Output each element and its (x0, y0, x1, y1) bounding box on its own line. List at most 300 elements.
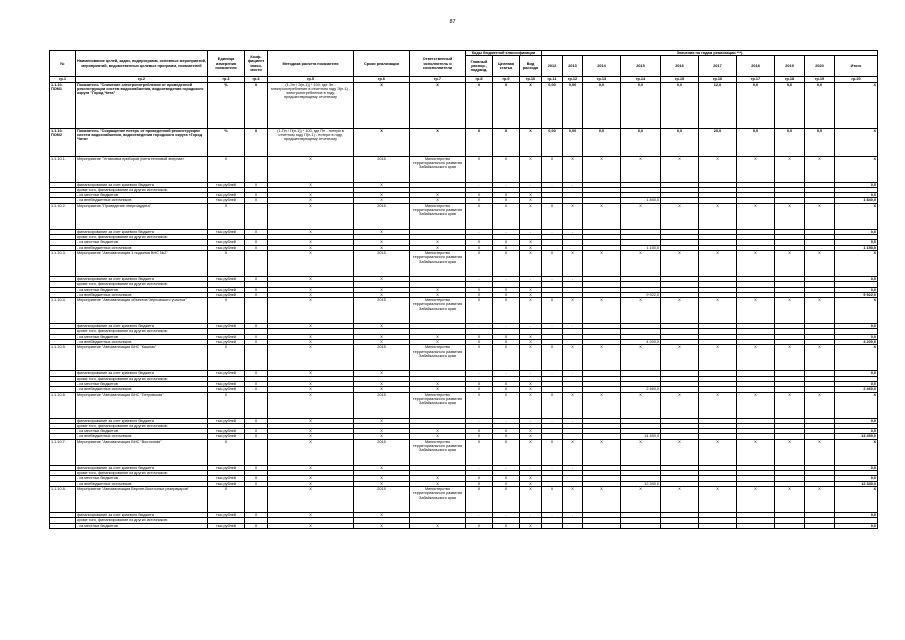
table-cell (245, 439, 268, 465)
row-name-cell: финансирование за счет краевого бюджета (76, 324, 208, 329)
table-cell: Х (410, 481, 466, 486)
table-cell: Х (493, 486, 520, 512)
table-cell: Х (410, 334, 466, 339)
table-cell: Х (354, 429, 410, 434)
table-cell: Х (737, 203, 775, 229)
header-unit: Единица измерения показателя (208, 51, 245, 77)
table-cell: Х (520, 292, 542, 297)
table-cell: 2 460,0 (621, 387, 661, 392)
row-name-cell: Показатель "Сокращение потерь от проведенной реконструкции систем водоснабжения, водоотведения городского округа «Город Чита» (76, 128, 208, 156)
table-cell: Х (520, 523, 542, 528)
table-cell: Х (542, 298, 563, 324)
row-name-cell: кроме того, финансирование из других источников: (76, 235, 208, 240)
table-cell: Х (354, 292, 410, 297)
table-cell: Х (268, 334, 354, 339)
row-name-cell: - из местных бюджетов (76, 523, 208, 528)
table-cell: Х (775, 250, 805, 276)
table-cell: Х (268, 287, 354, 292)
table-cell: Х (699, 486, 737, 512)
table-cell: Х (520, 334, 542, 339)
table-cell: - (542, 324, 563, 329)
table-cell: Х (661, 392, 699, 418)
table-cell: - (493, 418, 520, 423)
table-cell: Х (493, 387, 520, 392)
table-cell: Х (245, 381, 268, 386)
header-kbk-target: Целевая статья (493, 56, 520, 77)
table-cell: Х (208, 250, 245, 276)
table-cell: Х (268, 250, 354, 276)
column-number: гр.8 (466, 77, 493, 82)
table-cell: Х (493, 193, 520, 198)
table-cell: - (520, 512, 542, 517)
table-cell: Х (737, 156, 775, 182)
table-cell: Х (410, 429, 466, 434)
table-cell: 2015 (354, 345, 410, 371)
total-cell: 0,0 (835, 182, 878, 187)
table-cell: Х (493, 429, 520, 434)
table-cell: Х (493, 156, 520, 182)
column-number: гр.15 (661, 77, 699, 82)
row-number-cell: 1.1.10.1. (50, 156, 76, 182)
row-name-cell: Показатель "Снижение электропотребления от проведенной реконструкции систем водоснабжения, водоотведения городского округа "Город Чита" (76, 82, 208, 128)
table-cell: - (563, 371, 583, 376)
table-cell: Х (775, 439, 805, 465)
table-cell: Х (805, 345, 835, 371)
table-cell: Х (268, 324, 354, 329)
table-cell: тыс.рублей (208, 193, 245, 198)
total-cell: 0,0 (835, 193, 878, 198)
table-cell: - (466, 324, 493, 329)
table-cell: тыс.рублей (208, 334, 245, 339)
table-cell: Х (245, 193, 268, 198)
table-cell: Х (410, 287, 466, 292)
table-cell: Х (354, 381, 410, 386)
page-number: 87 (449, 19, 456, 25)
table-cell: Х (520, 128, 542, 156)
table-cell: Х (466, 198, 493, 203)
table-cell: Х (268, 465, 354, 470)
table-cell: тыс.рублей (208, 381, 245, 386)
table-cell: Х (805, 156, 835, 182)
table-cell: Х (208, 345, 245, 371)
column-number: гр.16 (699, 77, 737, 82)
table-cell: тыс.рублей (208, 292, 245, 297)
table-cell: - (520, 229, 542, 234)
header-year: 2016 (661, 56, 699, 77)
table-cell: Х (354, 198, 410, 203)
table-cell: Х (583, 156, 621, 182)
table-cell: 0,0 (737, 82, 775, 128)
table-cell: Х (661, 156, 699, 182)
table-cell: Х (245, 387, 268, 392)
table-cell: Х (775, 486, 805, 512)
table-cell: 0,0 (583, 82, 621, 128)
table-cell: Х (699, 298, 737, 324)
total-cell: 0,0 (835, 276, 878, 281)
table-cell: Х (268, 340, 354, 345)
table-cell: Х (466, 298, 493, 324)
table-cell: Х (542, 392, 563, 418)
table-cell: Х (245, 229, 268, 234)
table-header (50, 51, 878, 83)
table-cell: - (542, 465, 563, 470)
total-cell: 0,0 (835, 287, 878, 292)
row-name-cell: - из местных бюджетов (76, 381, 208, 386)
table-cell: - (493, 465, 520, 470)
table-cell: Х (493, 476, 520, 481)
table-cell: Х (268, 387, 354, 392)
table-cell: Х (493, 240, 520, 245)
header-method: Методика расчета показателя (268, 51, 354, 77)
total-cell: 2 460,0 (835, 387, 878, 392)
table-cell: тыс.рублей (208, 512, 245, 517)
table-cell: Х (466, 334, 493, 339)
event-row (50, 156, 878, 182)
table-cell: Х (563, 486, 583, 512)
total-cell: 0,0 (835, 523, 878, 528)
table-cell: Х (268, 512, 354, 517)
total-cell: 9 922,0 (835, 292, 878, 297)
table-cell: Х (354, 276, 410, 281)
total-cell: 0,0 (835, 381, 878, 386)
table-cell: Х (466, 250, 493, 276)
table-cell: 14 450,0 (621, 434, 661, 439)
program-table-sheet (49, 50, 876, 634)
table-cell: Х (354, 324, 410, 329)
table-cell: Х (583, 298, 621, 324)
table-cell: - (493, 182, 520, 187)
table-cell: Х (737, 392, 775, 418)
table-cell: - (520, 371, 542, 376)
table-cell: Х (354, 387, 410, 392)
total-cell: 4 200,0 (835, 340, 878, 345)
table-cell: Х (542, 250, 563, 276)
table-cell: Х (268, 418, 354, 423)
indicator-row (50, 82, 878, 128)
row-name-cell: кроме того, финансирование из других источников: (76, 518, 208, 523)
event-row (50, 298, 878, 324)
table-cell: 2015 (354, 392, 410, 418)
table-cell: тыс.рублей (208, 340, 245, 345)
table-cell: Х (245, 418, 268, 423)
table-cell: Х (563, 298, 583, 324)
table-cell: Х (520, 203, 542, 229)
program-table (49, 50, 878, 529)
table-cell: Х (466, 434, 493, 439)
total-cell: Х (835, 203, 878, 229)
table-cell: Х (542, 156, 563, 182)
table-cell: Х (563, 203, 583, 229)
table-cell: Х (520, 198, 542, 203)
table-cell: Х (661, 203, 699, 229)
header-kbk-main: Главный распор., подразд. (466, 56, 493, 77)
table-cell: Х (583, 345, 621, 371)
table-cell: Х (583, 392, 621, 418)
table-cell: Х (268, 523, 354, 528)
table-cell: Х (520, 193, 542, 198)
table-cell: Х (410, 193, 466, 198)
table-cell: - (563, 418, 583, 423)
table-cell: - (542, 418, 563, 423)
header-kbk-type: Вид расхода (520, 56, 542, 77)
table-cell: Х (661, 439, 699, 465)
table-cell: Х (245, 340, 268, 345)
column-number: гр.4 (245, 77, 268, 82)
table-cell: Х (354, 82, 410, 128)
table-cell: - (466, 512, 493, 517)
row-name-cell: Мероприятие "Автоматизация 1 подъема ВНС №2" (76, 250, 208, 276)
table-cell: Х (208, 298, 245, 324)
table-cell: Х (354, 287, 410, 292)
row-number-cell (50, 523, 76, 528)
total-cell: 0,0 (835, 476, 878, 481)
row-name-cell: кроме того, финансирование из других источников: (76, 376, 208, 381)
table-cell: Х (466, 392, 493, 418)
table-cell: Х (621, 439, 661, 465)
table-cell: Х (621, 250, 661, 276)
row-name-cell: - из местных бюджетов (76, 240, 208, 245)
table-cell: 0,0 (661, 82, 699, 128)
table-cell: Х (493, 292, 520, 297)
table-cell: Х (268, 476, 354, 481)
table-cell: тыс.рублей (208, 198, 245, 203)
table-cell: Х (520, 156, 542, 182)
table-cell (245, 345, 268, 371)
table-cell: Х (493, 250, 520, 276)
table-cell: Х (410, 240, 466, 245)
table-cell: Х (563, 156, 583, 182)
table-cell: Х (737, 345, 775, 371)
table-cell: Х (354, 340, 410, 345)
event-row (50, 392, 878, 418)
row-name-cell: кроме того, финансирование из других источников: (76, 282, 208, 287)
financing-row (50, 523, 878, 528)
table-cell: Х (354, 481, 410, 486)
table-cell: Х (466, 486, 493, 512)
event-row (50, 345, 878, 371)
table-cell: Х (805, 250, 835, 276)
total-cell: 0,0 (835, 429, 878, 434)
row-name-cell: финансирование за счет краевого бюджета (76, 418, 208, 423)
table-cell: 0,00 (563, 82, 583, 128)
total-cell: Х (835, 392, 878, 418)
table-cell: Х (354, 128, 410, 156)
table-cell: Х (245, 429, 268, 434)
table-cell: 1 840,0 (621, 198, 661, 203)
table-cell: Х (410, 381, 466, 386)
table-cell: Министерство территориального развития Забайкальского края (410, 298, 466, 324)
table-cell: Х (354, 465, 410, 470)
row-number-cell: 1.1.10.3. (50, 250, 76, 276)
row-name-cell: финансирование за счет краевого бюджета (76, 465, 208, 470)
table-cell: - (563, 465, 583, 470)
table-cell: Х (563, 439, 583, 465)
header-terms: Сроки реализации (354, 51, 410, 77)
table-cell: тыс.рублей (208, 481, 245, 486)
table-cell: Х (621, 298, 661, 324)
table-cell: Х (520, 250, 542, 276)
table-cell: Х (466, 476, 493, 481)
table-cell: - (466, 276, 493, 281)
table-cell: 0,0 (775, 82, 805, 128)
row-name-cell: кроме того, финансирование из других источников: (76, 329, 208, 334)
table-cell: Х (466, 345, 493, 371)
row-name-cell: Мероприятие "Автоматизация ВНС "Петровская" (76, 392, 208, 418)
table-cell: Х (268, 198, 354, 203)
table-cell: Х (493, 245, 520, 250)
row-name-cell: - из внебюджетных источников (76, 387, 208, 392)
table-cell: Х (583, 439, 621, 465)
table-cell: Х (410, 82, 466, 128)
table-cell: Х (466, 387, 493, 392)
table-cell: Х (699, 392, 737, 418)
table-cell: Х (268, 276, 354, 281)
row-number-cell: 1.1.10.7. (50, 439, 76, 465)
table-cell: тыс.рублей (208, 429, 245, 434)
table-cell: Х (466, 439, 493, 465)
table-cell: Х (410, 340, 466, 345)
header-year: 2015 (621, 56, 661, 77)
table-cell: Х (268, 392, 354, 418)
total-cell: 12 340,0 (835, 481, 878, 486)
table-cell: Х (805, 439, 835, 465)
table-cell: - (520, 276, 542, 281)
table-cell: Х (268, 371, 354, 376)
row-name-cell: кроме того, финансирование из других источников: (76, 187, 208, 192)
event-row (50, 250, 878, 276)
table-cell: - (493, 324, 520, 329)
table-cell: Х (466, 523, 493, 528)
table-cell: Х (208, 203, 245, 229)
table-cell: Х (268, 429, 354, 434)
table-cell: тыс.рублей (208, 418, 245, 423)
total-cell: Х (835, 298, 878, 324)
table-cell: Х (245, 82, 268, 128)
table-cell: 0,0 (805, 82, 835, 128)
row-name-cell: - из внебюджетных источников (76, 292, 208, 297)
table-cell: 2015 (354, 486, 410, 512)
table-cell: Х (520, 486, 542, 512)
event-row (50, 203, 878, 229)
column-number: гр.11 (542, 77, 563, 82)
table-cell: тыс.рублей (208, 324, 245, 329)
table-cell: Х (268, 486, 354, 512)
column-number: гр.2 (76, 77, 208, 82)
table-cell: Х (699, 250, 737, 276)
header-year: 2014 (583, 56, 621, 77)
table-cell: Х (583, 250, 621, 276)
column-number: гр.1 (50, 77, 76, 82)
total-cell: 14 450,0 (835, 434, 878, 439)
table-cell: - (493, 229, 520, 234)
column-number: гр.7 (410, 77, 466, 82)
table-cell: Х (520, 434, 542, 439)
row-number-cell: 1.1.10. ПОМ2 (50, 128, 76, 156)
table-cell: Министерство территориального развития Забайкальского края (410, 439, 466, 465)
table-body (50, 82, 878, 528)
row-name-cell: Мероприятие "Автоматизация ВНС "Восточная" (76, 439, 208, 465)
table-cell: Х (245, 182, 268, 187)
table-cell: Министерство территориального развития Забайкальского края (410, 345, 466, 371)
table-cell: Х (520, 245, 542, 250)
table-cell: Х (245, 240, 268, 245)
table-cell (245, 203, 268, 229)
table-cell: Х (563, 250, 583, 276)
column-number: гр.9 (493, 77, 520, 82)
table-cell: Х (245, 434, 268, 439)
column-number: гр.5 (268, 77, 354, 82)
table-cell: Х (493, 82, 520, 128)
row-name-cell: финансирование за счет краевого бюджета (76, 512, 208, 517)
table-cell: 2015 (354, 203, 410, 229)
table-cell: Х (245, 523, 268, 528)
table-cell: Х (208, 486, 245, 512)
table-cell: - (520, 182, 542, 187)
table-cell: Х (520, 298, 542, 324)
row-name-cell: Мероприятие "Автоматизация Верхне-Восточных резервуаров" (76, 486, 208, 512)
table-cell: (1-Эп / Э(п-1)) * 100, где Эп - электропотребление в отчетном году Э(п-1) - электропотребление в году, предшествующему отчетному (268, 82, 354, 128)
table-cell: 2015 (354, 298, 410, 324)
table-cell: - (493, 276, 520, 281)
column-number: гр.12 (563, 77, 583, 82)
table-cell (621, 523, 661, 528)
table-cell: Х (466, 381, 493, 386)
table-cell: Х (466, 82, 493, 128)
header-year: 2012 (542, 56, 563, 77)
table-cell: Х (493, 481, 520, 486)
table-cell: Х (208, 392, 245, 418)
table-cell: Х (268, 182, 354, 187)
table-cell: Х (354, 434, 410, 439)
table-cell: Х (466, 245, 493, 250)
table-cell: Х (621, 345, 661, 371)
header-year: 2019 (775, 56, 805, 77)
table-cell: Х (466, 481, 493, 486)
column-number: гр.6 (354, 77, 410, 82)
table-cell: Х (245, 481, 268, 486)
table-cell: 4 200,0 (621, 340, 661, 345)
table-cell: Х (245, 512, 268, 517)
table-cell: Х (354, 371, 410, 376)
total-cell: Х (835, 486, 878, 512)
table-cell: Х (268, 245, 354, 250)
row-number-cell: 1.1.10. ПОМ1 (50, 82, 76, 128)
table-cell: тыс.рублей (208, 371, 245, 376)
table-cell: Х (520, 387, 542, 392)
table-cell: Х (245, 476, 268, 481)
table-cell: Х (354, 182, 410, 187)
table-cell: Х (268, 193, 354, 198)
table-cell: Х (410, 292, 466, 297)
table-cell: тыс.рублей (208, 182, 245, 187)
table-cell: Х (493, 203, 520, 229)
table-cell: Х (354, 334, 410, 339)
total-cell: 0,0 (835, 465, 878, 470)
row-number-cell: 1.1.10.2. (50, 203, 76, 229)
table-cell: 0,00 (542, 128, 563, 156)
table-cell: Х (268, 298, 354, 324)
table-cell: Х (621, 203, 661, 229)
table-cell: Х (661, 298, 699, 324)
table-cell: - (493, 371, 520, 376)
table-cell: Министерство территориального развития Забайкальского края (410, 486, 466, 512)
table-cell: Х (268, 203, 354, 229)
table-cell: тыс.рублей (208, 476, 245, 481)
total-cell: 0,0 (835, 371, 878, 376)
table-cell: Х (775, 345, 805, 371)
table-cell: Х (621, 486, 661, 512)
table-cell: Х (493, 340, 520, 345)
